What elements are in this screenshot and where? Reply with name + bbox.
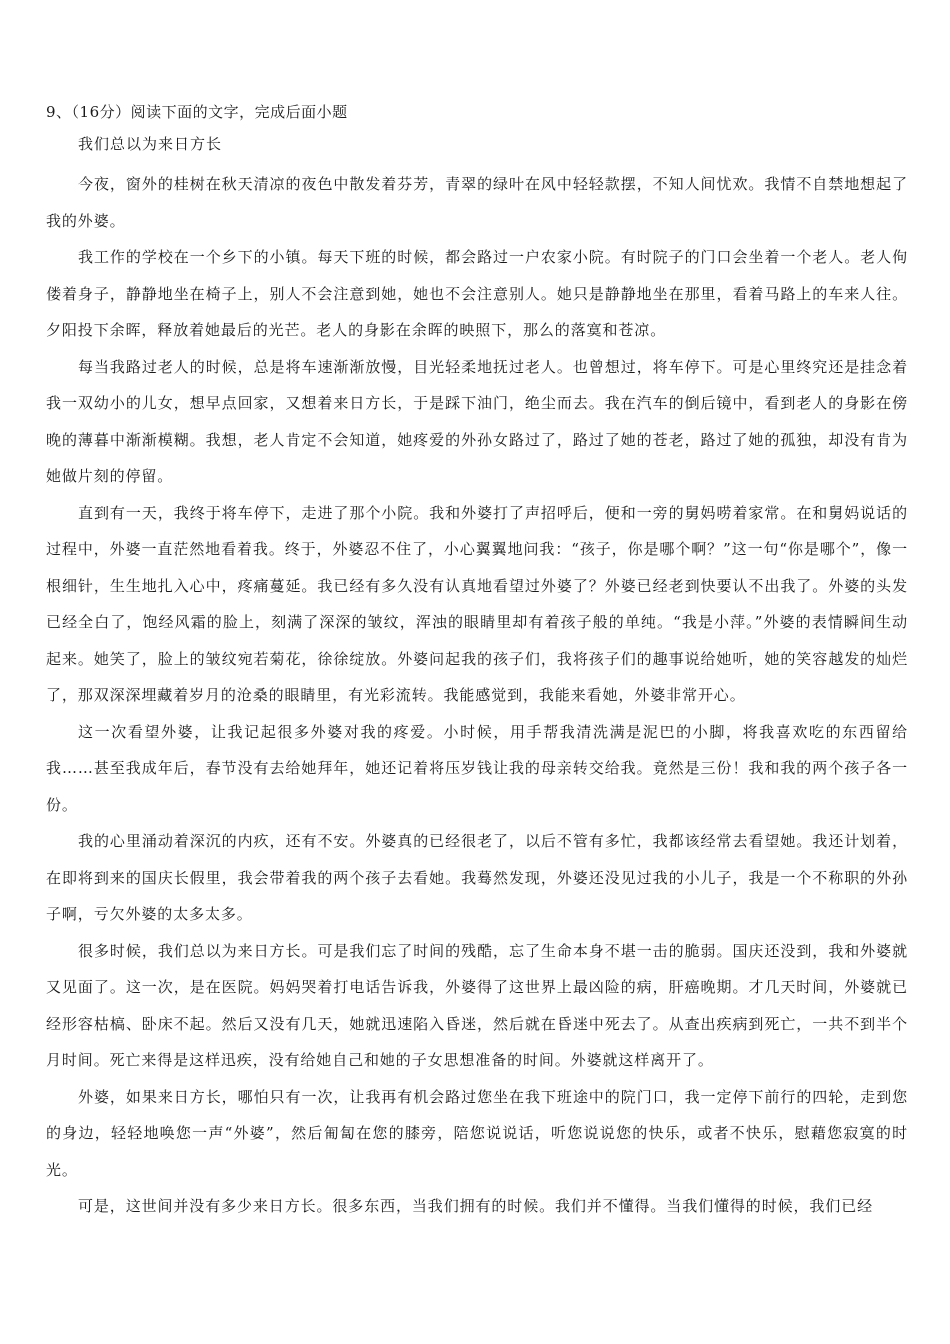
paragraph-3: 每当我路过老人的时候，总是将车速渐渐放慢，目光轻柔地抚过老人。也曾想过，将车停下。可是心里终究还是挂念着我一双幼小的儿女，想早点回家，又想着来日方长，于是踩下油门，绝尘而去。我在汽车的倒后镜中，看到老人的身影在傍晚的薄暮中渐渐模糊。我想，老人肯定不会知道，她疼爱的外孙女路过了，路过了她的苍老，路过了她的孤独，却没有肯为她做片刻的停留。 bbox=[46, 357, 908, 485]
paragraph-4: 直到有一天，我终于将车停下，走进了那个小院。我和外婆打了声招呼后，便和一旁的舅妈唠着家常。在和舅妈说话的过程中，外婆一直茫然地看着我。终于，外婆忍不住了，小心翼翼地问我：“孩子，你是哪个啊？”这一句“你是哪个”，像一根细针，生生地扎入心中，疼痛蔓延。我已经有多久没有认真地看望过外婆了？外婆已经老到快要认不出我了。外婆的头发已经全白了，饱经风霜的脸上，刻满了深深的皱纹，浑浊的眼睛里却有着孩子般的单纯。“我是小萍。”外婆的表情瞬间生动起来。她笑了，脸上的皱纹宛若菊花，徐徐绽放。外婆问起我的孩子们，我将孩子们的趣事说给她听，她的笑容越发的灿烂了，那双深深埋藏着岁月的沧桑的眼睛里，有光彩流转。我能感觉到，我能来看她，外婆非常开心。 bbox=[46, 503, 908, 704]
paragraph-2: 我工作的学校在一个乡下的小镇。每天下班的时候，都会路过一户农家小院。有时院子的门口会坐着一个老人。老人佝偻着身子，静静地坐在椅子上，别人不会注意到她，她也不会注意别人。她只是静静地坐在那里，看着马路上的车来人往。夕阳投下余晖，释放着她最后的光芒。老人的身影在余晖的映照下，那么的落寞和苍凉。 bbox=[46, 248, 908, 339]
paragraph-6: 我的心里涌动着深沉的内疚，还有不安。外婆真的已经很老了，以后不管有多忙，我都该经常去看望她。我还计划着，在即将到来的国庆长假里，我会带着我的两个孩子去看她。我蓦然发现，外婆还没见过我的小儿子，我是一个不称职的外孙子啊，亏欠外婆的太多太多。 bbox=[46, 832, 908, 923]
document-page bbox=[46, 98, 908, 1225]
paragraph-8: 外婆，如果来日方长，哪怕只有一次，让我再有机会路过您坐在我下班途中的院门口，我一定停下前行的四轮，走到您的身边，轻轻地唤您一声“外婆”，然后匍匐在您的膝旁，陪您说说话，听您说说您的快乐，或者不快乐，慰藉您寂寞的时光。 bbox=[46, 1087, 908, 1179]
paragraph-5: 这一次看望外婆，让我记起很多外婆对我的疼爱。小时候，用手帮我清洗满是泥巴的小脚，将我喜欢吃的东西留给我……甚至我成年后，春节没有去给她拜年，她还记着将压岁钱让我的母亲转交给我。竟然是三份！我和我的两个孩子各一份。 bbox=[46, 722, 908, 814]
question-header: 9、（16分）阅读下面的文字，完成后面小题 bbox=[46, 103, 348, 121]
passage-title: 我们总以为来日方长 bbox=[78, 135, 223, 153]
paragraph-1: 今夜，窗外的桂树在秋天清凉的夜色中散发着芬芳，青翠的绿叶在风中轻轻款摆，不知人间忧欢。我情不自禁地想起了我的外婆。 bbox=[46, 175, 908, 230]
paragraph-9: 可是，这世间并没有多少来日方长。很多东西，当我们拥有的时候。我们并不懂得。当我们懂得的时候，我们已经 bbox=[78, 1197, 874, 1215]
paragraph-7: 很多时候，我们总以为来日方长。可是我们忘了时间的残酷，忘了生命本身不堪一击的脆弱。国庆还没到，我和外婆就又见面了。这一次，是在医院。妈妈哭着打电话告诉我，外婆得了这世界上最凶险的病，肝癌晚期。才几天时间，外婆就已经形容枯槁、卧床不起。然后又没有几天，她就迅速陷入昏迷，然后就在昏迷中死去了。从查出疾病到死亡，一共不到半个月时间。死亡来得是这样迅疾，没有给她自己和她的子女思想准备的时间。外婆就这样离开了。 bbox=[46, 941, 908, 1069]
